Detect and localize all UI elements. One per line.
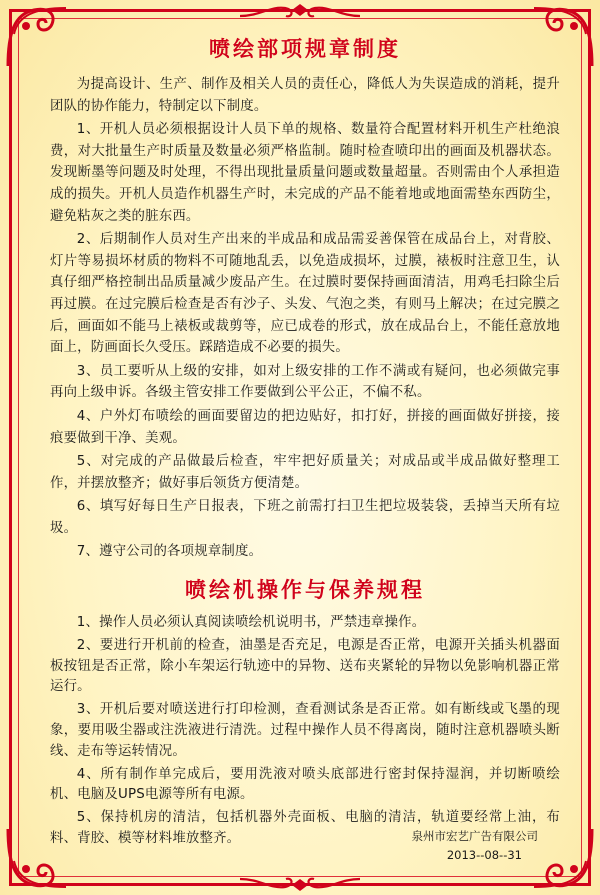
section1-paragraph: 6、填写好每日生产日报表，下班之前需打扫卫生把垃圾装袋，丢掉当天所有垃圾。 bbox=[50, 499, 560, 536]
section1-title: 喷绘部项规章制度 bbox=[209, 37, 401, 61]
section2-paragraph: 4、所有制作单完成后，要用洗液对喷头底部进行密封保持湿润，并切断喷绘机、电脑及UPS电源等所有电源。 bbox=[50, 766, 560, 803]
bottom-scroll-ornament-icon bbox=[240, 873, 360, 893]
section2-paragraph: 3、开机后要对喷送进行打印检测，查看测试条是否正常。如有断线或飞墨的现象，要用吸尘器或注洗液进行清洗。过程中操作人员不得离岗，随时注意机器喷头断线、走布等运转情况。 bbox=[50, 702, 560, 759]
section2-title: 喷绘机操作与保养规程 bbox=[185, 578, 425, 603]
section2-paragraph: 5、保持机房的清洁，包括机器外壳面板、电脑的清洁，轨道要经常上油，布料、背胶、模等材料堆放整齐。 bbox=[50, 810, 560, 847]
issue-date: 2013--08--31 bbox=[446, 848, 522, 862]
section1-paragraph: 为提高设计、生产、制作及相关人员的责任心，降低人为失误造成的消耗，提升团队的协作能力，特制定以下制度。 bbox=[50, 77, 560, 114]
section1-paragraph: 4、户外灯布喷绘的画面要留边的把边贴好，扣打好，拼接的画面做好拼接，接痕要做到干净、美观。 bbox=[50, 408, 560, 446]
section1-paragraph: 1、开机人员必须根据设计人员下单的规格、数量符合配置材料开机生产杜绝浪费，对大批量生产时质量及数量必须严格监制。随时检查喷印出的画面及机器状态。发现断墨等问题及时处理，不得出现批量质量问题或数量超量。否则需由个人承担造成的损失。开机人员造作机器生产时，未完成的产品不能着地或地面需垫东西防尘，避免粘灰之类的脏东西。 bbox=[50, 122, 560, 224]
section1-paragraph: 3、员工要听从上级的安排，如对上级安排的工作不满或有疑问，也必须做完事再向上级申诉。各级主管安排工作要做到公平公正，不偏不私。 bbox=[50, 363, 560, 401]
top-scroll-ornament-icon bbox=[240, 2, 360, 22]
section2-body bbox=[50, 613, 560, 850]
section1-body bbox=[50, 74, 560, 563]
section1-paragraph: 7、遵守公司的各项规章制度。 bbox=[76, 544, 263, 560]
section1-paragraph: 5、对完成的产品做最后检查，牢牢把好质量关；对成品或半成品做好整理工作，并摆放整齐；做好事后领货方便清楚。 bbox=[50, 454, 560, 491]
section1-paragraph: 2、后期制作人员对生产出来的半成品和成品需妥善保管在成品台上，对背胶、灯片等易损坏材质的物料不可随地乱丢，以免造成损坏，过膜，裱板时注意卫生，认真仔细严格控制出品质量减少废品产生。在过膜时要保持画面清洁，用鸡毛扫除尘后再过膜。在过完膜后检查是否有沙子、头发、气泡之类，有则马上解决；在过完膜之后，画面如不能马上裱板或裁剪等，应已成卷的形式，放在成品台上，不能任意放地面上，防画面长久受压。踩踏造成不必要的损失。 bbox=[50, 232, 560, 356]
section2-paragraph: 2、要进行开机前的检查，油墨是否充足，电源是否正常，电源开关插头机器面板按钮是否正常，除小车架运行轨迹中的异物、送布夹紧轮的异物以免影响机器正常运行。 bbox=[50, 637, 560, 695]
company-name: 泉州市宏艺广告有限公司 bbox=[411, 829, 538, 843]
document-content bbox=[50, 34, 560, 852]
section2-paragraph: 1、操作人员必须认真阅读喷绘机说明书，严禁违章操作。 bbox=[76, 615, 426, 631]
